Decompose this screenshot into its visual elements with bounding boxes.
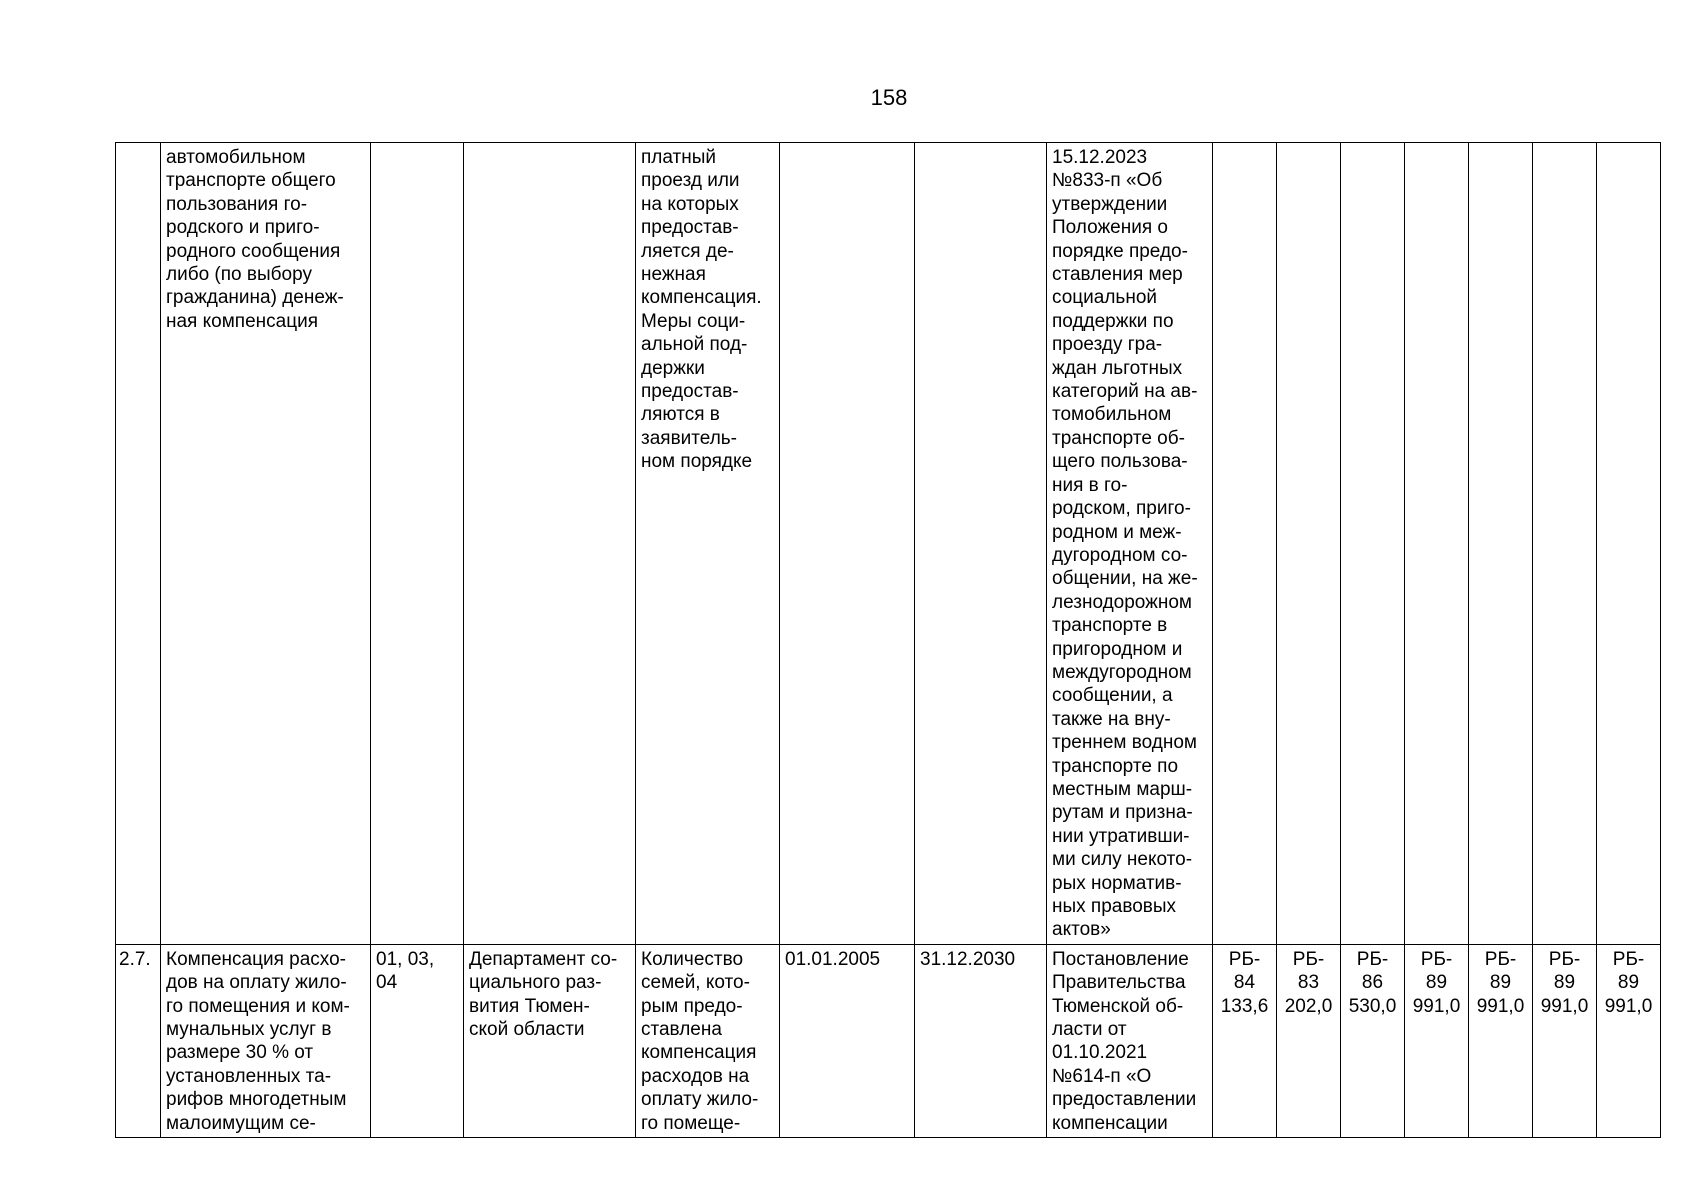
executor-cell [464,143,636,945]
amount-cell: РБ- 89 991,0 [1405,944,1469,1137]
page-number: 158 [870,85,908,110]
measure-name-cell: Компенсация расхо- дов на оплату жило- го помещения и ком- мунальных услуг в размере 30 % от установленных та- рифов многодетным малоимущим се- [161,944,371,1137]
end-date-cell: 31.12.2030 [915,944,1047,1137]
start-date-cell: 01.01.2005 [780,944,915,1137]
amount-cell: РБ- 84 133,6 [1213,944,1277,1137]
end-date-cell [915,143,1047,945]
start-date-cell [780,143,915,945]
executor-cell: Департамент со- циального раз- вития Тюмен- ской области [464,944,636,1137]
indicator-cell: платный проезд или на которых предостав- ляется де- нежная компенсация. Меры соци- альной под- держки предостав- ляются в заявитель- ном порядке [636,143,780,945]
program-table [115,142,1661,1138]
amount-cell: РБ- 89 991,0 [1469,944,1533,1137]
legal-basis-cell: Постановление Правительства Тюменской об- ласти от 01.10.2021 №614-п «О предоставлении компенсации [1047,944,1213,1137]
indicator-cell: Количество семей, кото- рым предо- ставлена компенсация расходов на оплату жило- го помеще- [636,944,780,1137]
legal-basis-cell: 15.12.2023 №833-п «Об утверждении Положения о порядке предо- ставления мер социальной поддержки по проезду гра- ждан льготных категорий на ав- томобильном транспорте об- щего пользова- ния в го- родском, приго- родном и меж- дугородном со- общении, на же- лезнодорожном транспорте в пригородном и междугородном сообщении, а также на вну- треннем водном транспорте по местным марш- рутам и призна- нии утративши- ми силу некото- рых норматив- ных правовых актов» [1047,143,1213,945]
table-row [116,143,1661,945]
row-number-cell: 2.7. [116,944,161,1137]
codes-cell [371,143,464,945]
table-row [116,944,1661,1137]
amount-cell [1597,143,1661,945]
amount-cell: РБ- 89 991,0 [1597,944,1661,1137]
row-number-cell [116,143,161,945]
amount-cell [1405,143,1469,945]
amount-cell [1469,143,1533,945]
amount-cell: РБ- 83 202,0 [1277,944,1341,1137]
amount-cell [1213,143,1277,945]
amount-cell [1277,143,1341,945]
amount-cell: РБ- 86 530,0 [1341,944,1405,1137]
amount-cell [1533,143,1597,945]
amount-cell: РБ- 89 991,0 [1533,944,1597,1137]
measure-name-cell: автомобильном транспорте общего пользования го- родского и приго- родного сообщения либо (по выбору гражданина) денеж- ная компенсация [161,143,371,945]
codes-cell: 01, 03, 04 [371,944,464,1137]
amount-cell [1341,143,1405,945]
